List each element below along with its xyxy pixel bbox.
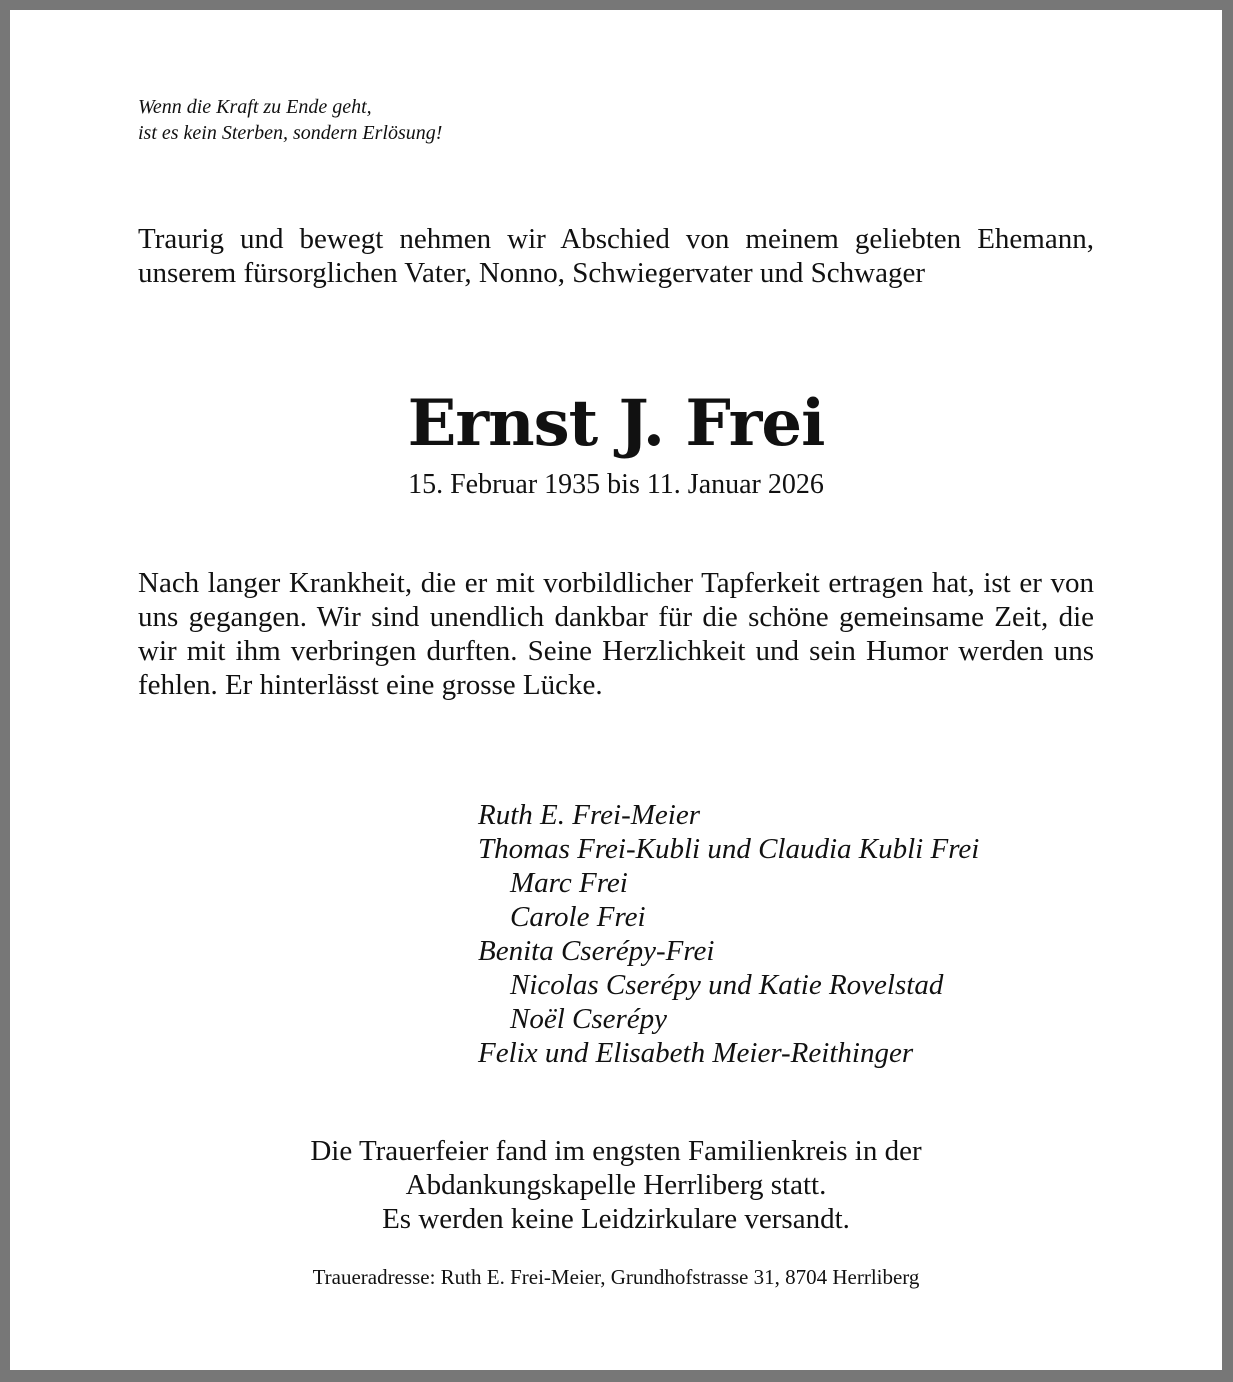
mourner: Ruth E. Frei-Meier xyxy=(478,799,700,831)
intro-text: Traurig und bewegt nehmen wir Abschied von meinem geliebten Ehemann, unserem fürsorglichen Vater, Nonno, Schwiegervater und Schwager xyxy=(138,223,1094,289)
motto-line: ist es kein Sterben, sondern Erlösung! xyxy=(138,122,443,144)
mourner: Benita Cserépy-Frei xyxy=(478,935,715,967)
mourner: Nicolas Cserépy und Katie Rovelstad xyxy=(510,969,944,1001)
service-info xyxy=(10,1134,1222,1236)
deceased-name: Ernst J. Frei xyxy=(407,386,825,461)
body-text: Nach langer Krankheit, die er mit vorbildlicher Tapferkeit ertragen hat, ist er von uns gegangen. Wir sind unendlich dankbar für die schöne gemeinsame Zeit, die wir mit ihm verbringen durften. Seine Herzlichkeit und sein Humor werden uns fehlen. Er hinterlässt eine grosse Lücke. xyxy=(138,567,1094,701)
mourner: Noël Cserépy xyxy=(510,1003,668,1035)
mourning-address: Traueradresse: Ruth E. Frei-Meier, Grundhofstrasse 31, 8704 Herrliberg xyxy=(312,1265,920,1289)
motto-line: Wenn die Kraft zu Ende geht, xyxy=(138,96,372,118)
service-line: Es werden keine Leidzirkulare versandt. xyxy=(382,1203,850,1235)
mourner: Felix und Elisabeth Meier-Reithinger xyxy=(478,1037,914,1069)
mourners-list xyxy=(478,798,979,1070)
mourner: Marc Frei xyxy=(510,867,628,899)
mourner: Thomas Frei-Kubli und Claudia Kubli Frei xyxy=(478,833,980,865)
service-line: Die Trauerfeier fand im engsten Familienkreis in der xyxy=(310,1135,922,1167)
service-line: Abdankungskapelle Herrliberg statt. xyxy=(405,1169,827,1201)
mourner: Carole Frei xyxy=(510,901,646,933)
life-dates: 15. Februar 1935 bis 11. Januar 2026 xyxy=(408,469,824,500)
motto xyxy=(138,94,442,146)
obituary-page xyxy=(10,10,1222,1370)
